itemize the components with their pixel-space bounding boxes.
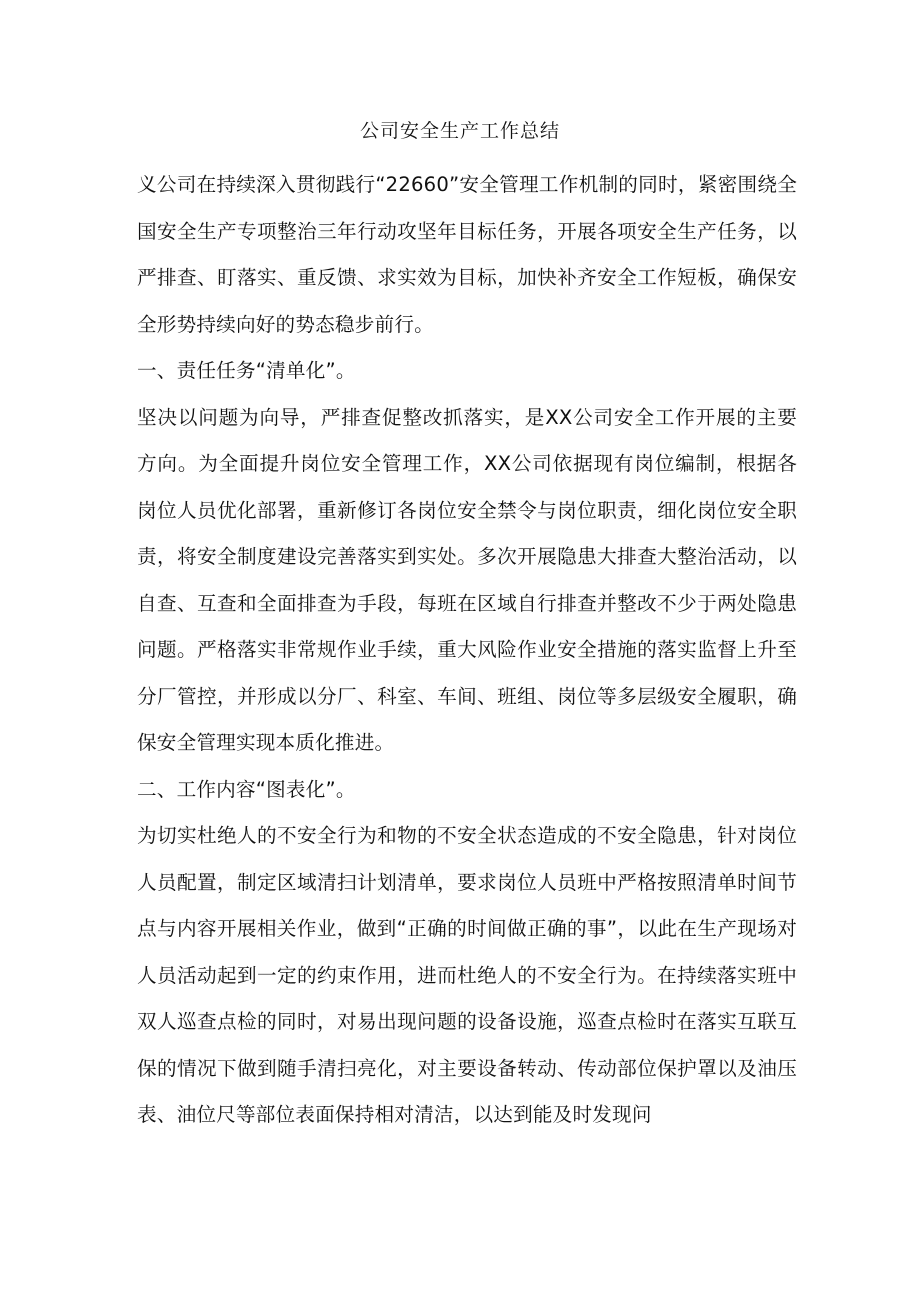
- section-2-paragraph: 为切实杜绝人的不安全行为和物的不安全状态造成的不安全隐患，针对岗位人员配置，制定区域清扫计划清单，要求岗位人员班中严格按照清单时间节点与内容开展相关作业，做到“正确的时间做正确的事”，以此在生产现场对人员活动起到一定的约束作用，进而杜绝人的不安全行为。在持续落实班中双人巡查点检的同时，对易出现问题的设备设施，巡查点检时在落实互联互保的情况下做到随手清扫亮化，对主要设备转动、传动部位保护罩以及油压表、油位尺等部位表面保持相对清洁，以达到能及时发现问: [137, 824, 797, 1126]
- intro-paragraph: 义公司在持续深入贯彻践行“22660”安全管理工作机制的同时，紧密围绕全国安全生产专项整治三年行动攻坚年目标任务，开展各项安全生产任务，以严排查、盯落实、重反馈、求实效为目标，加快补齐安全工作短板，确保安全形势持续向好的势态稳步前行。: [137, 173, 797, 336]
- document-body: [137, 162, 797, 1139]
- section-1-paragraph: 坚决以问题为向导，严排查促整改抓落实，是XX公司安全工作开展的主要方向。为全面提升岗位安全管理工作，XX公司依据现有岗位编制，根据各岗位人员优化部署，重新修订各岗位安全禁令与岗位职责，细化岗位安全职责，将安全制度建设完善落实到实处。多次开展隐患大排查大整治活动，以自查、互查和全面排查为手段，每班在区域自行排查并整改不少于两处隐患问题。严格落实非常规作业手续，重大风险作业安全措施的落实监督上升至分厂管控，并形成以分厂、科室、车间、班组、岗位等多层级安全履职，确保安全管理实现本质化推进。: [137, 405, 797, 754]
- document-title: 公司安全生产工作总结: [359, 120, 560, 142]
- section-heading-2: 二、工作内容“图表化”。: [137, 777, 356, 801]
- section-heading-1: 一、责任任务“清单化”。: [137, 359, 356, 382]
